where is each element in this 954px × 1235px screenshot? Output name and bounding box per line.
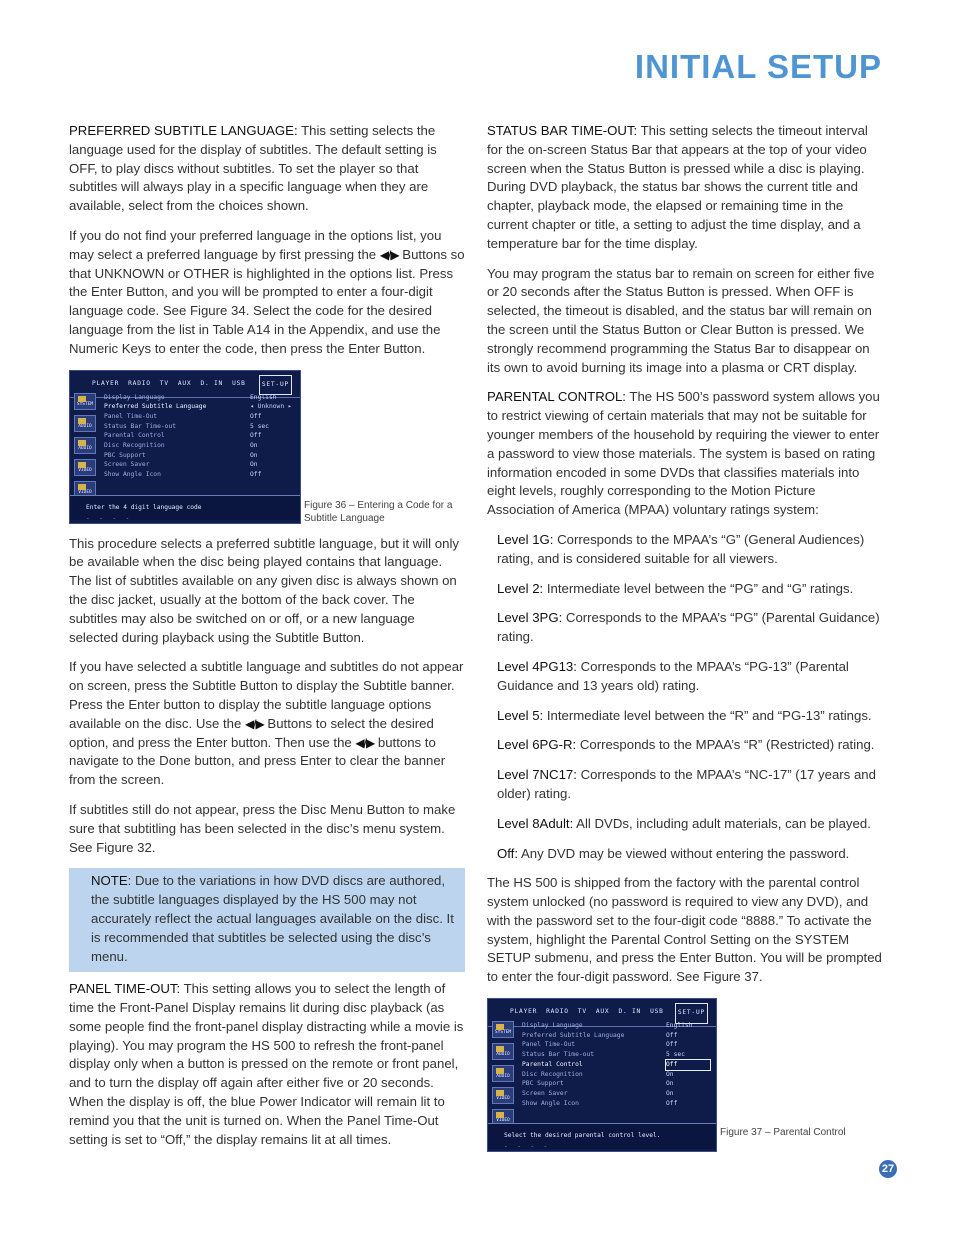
menu-row (104, 460, 294, 470)
rating-level-label: Level 6PG-R: (497, 737, 577, 753)
figure-36 (69, 370, 465, 525)
menu-row-label: Screen Saver (104, 461, 150, 469)
menu-row-label: Panel Time-Out (522, 1041, 576, 1049)
paragraph-text: This setting allows you to select the length of time the Front-Panel Display remains lit during disc playback (as some people find the front-panel display distracting while a movie is playing). You may program the HS 500 to refresh the front-panel display only when a button is pressed on the remote or front panel, and to turn the display off again after either five or 20 seconds. When the display is off, the blue Power Indicator will remain lit to remind you that the unit is turned on. When the Panel Time-Out setting is set to “Off,” the display remains lit at all times. (69, 981, 464, 1147)
menu-row-label: PBC Support (104, 451, 146, 459)
menu-row (104, 451, 294, 461)
paragraph-factory-password: The HS 500 is shipped from the factory with the parental control system unlocked (no password is required to view any DVD), and with the password set to the four-digit code “8888.” To activate the system, highlight the Parental Control Setting on the SYSTEM SETUP submenu, and press the Enter Button. You will be prompted to enter the four-digit password. See Figure 37. (487, 875, 882, 985)
menu-row-label: Disc Recognition (522, 1070, 583, 1078)
rating-level-label: Level 1G: (497, 531, 554, 547)
menu-row-value: English (666, 1022, 693, 1030)
menu-row-label: Preferred Subtitle Language (104, 403, 207, 411)
menu-row-value: On (666, 1080, 674, 1088)
setup-menu-screenshot (69, 370, 301, 524)
menu-row-label: Status Bar Time-out (104, 422, 177, 430)
menu-row-value: 5 sec (666, 1051, 685, 1059)
heading-parental-control: PARENTAL CONTROL: (487, 389, 626, 405)
paragraph-panel-timeout (69, 980, 465, 1149)
menu-row-value: On (250, 461, 258, 469)
menu-tab: PLAYER (92, 379, 120, 387)
figure-36-caption: Figure 36 – Entering a Code for a Subtitle Language (304, 499, 453, 524)
menu-row-label: Show Angle Icon (522, 1099, 579, 1107)
system-icon: SYSTEM (74, 393, 96, 410)
menu-row (522, 1040, 710, 1050)
menu-row-label: Preferred Subtitle Language (522, 1031, 625, 1039)
menu-row-label: Parental Control (104, 432, 165, 440)
menu-row-label: Disc Recognition (104, 442, 165, 450)
menu-row-value: Off (250, 471, 262, 479)
menu-row (104, 422, 294, 432)
paragraph-text: Buttons to select the desired option, and press the Enter button. Then use the (69, 715, 434, 750)
menu-row-value: 5 sec (250, 422, 269, 430)
menu-tab: D. IN (618, 1008, 642, 1016)
menu-row-label: Screen Saver (522, 1090, 568, 1097)
menu-row (522, 1089, 710, 1099)
left-right-arrow-icon: ◀/▶ (355, 735, 375, 750)
rating-level-text: Corresponds to the MPAA’s “R” (Restricted) rating. (576, 737, 875, 753)
rating-level-text: Any DVD may be viewed without entering the password. (518, 845, 850, 861)
menu-tab: D. IN (200, 379, 224, 387)
rating-level-label: Level 8Adult: (497, 815, 574, 831)
left-column (69, 122, 465, 1160)
paragraph-text: The HS 500’s password system allows you to restrict viewing of certain materials that may not be suitable for younger members of the household by requiring the viewer to enter a password to view those materials. The system is based on rating information encoded in some DVDs that classifies materials into eight levels, roughly corresponding to the Motion Picture Association of America (MPAA) voluntary ratings system: (487, 389, 880, 518)
rating-level-item (487, 658, 885, 696)
menu-tab: RADIO (546, 1008, 569, 1016)
menu-row-value: On (250, 451, 258, 459)
menu-tab: PLAYER (510, 1008, 538, 1016)
menu-row-value: On (666, 1070, 674, 1078)
menu-status-line: Select the desired parental control level. (488, 1123, 716, 1149)
menu-row (104, 402, 294, 412)
menu-side-icons (74, 393, 96, 503)
menu-row-value: On (250, 442, 258, 450)
menu-tab-active: SET-UP (259, 375, 292, 396)
menu-row (522, 1070, 710, 1080)
paragraph-text: This setting selects the language used for the display of subtitles. The default setting is OFF, to play discs without subtitles. To set the player so that subtitles will always play in a specific language when they are available, select from the choices shown. (69, 123, 437, 214)
menu-row (522, 1079, 710, 1089)
heading-preferred-subtitle: PREFERRED SUBTITLE LANGUAGE: (69, 123, 298, 138)
menu-row (104, 431, 294, 441)
note-text: Due to the variations in how DVD discs are authored, the subtitle languages displayed by the HS 500 may not accurately reflect the actual languages available on the disc. It is recommended that subtitles be selected using the disc’s menu. (91, 873, 454, 964)
audio-icon: AUDIO (492, 1065, 514, 1082)
rating-level-label: Off: (497, 845, 519, 861)
paragraph-disc-menu: If subtitles still do not appear, press the Disc Menu Button to make sure that subtitling has been selected in the disc’s menu system. See Figure 32. (69, 801, 456, 855)
menu-row (104, 412, 294, 422)
left-right-arrow-icon: ◀/▶ (244, 716, 264, 731)
note-box (69, 868, 465, 972)
rating-level-text: All DVDs, including adult materials, can be played. (573, 815, 871, 831)
paragraph-status-bar-timeout (487, 122, 885, 254)
paragraph-subtitle-banner (69, 658, 465, 790)
note-label: NOTE: (91, 873, 132, 889)
audio-icon: AUDIO (492, 1043, 514, 1060)
menu-row-label: Parental Control (522, 1060, 583, 1068)
heading-panel-timeout: PANEL TIME-OUT: (69, 981, 181, 997)
video-icon: VIDEO (492, 1109, 514, 1126)
rating-level-text: Corresponds to the MPAA’s “PG” (Parental Guidance) rating. (497, 610, 880, 645)
left-right-arrow-icon: ◀/▶ (379, 247, 399, 262)
menu-tab: USB (650, 1008, 664, 1016)
menu-row-value: Off (666, 1060, 710, 1070)
rating-level-text: Corresponds to the MPAA’s “G” (General Audiences) rating, and is considered suitable for all viewers. (497, 531, 865, 566)
menu-tab: TV (577, 1008, 587, 1016)
page-title: INITIAL SETUP (634, 48, 882, 85)
menu-row-label: Status Bar Time-out (522, 1051, 595, 1059)
menu-row-value: Off (666, 1041, 678, 1049)
paragraph-text: If you have selected a subtitle language and subtitles do not appear on screen, press the Subtitle Button to display the Subtitle banner. Press the Enter button to display the subtitle language options available on the disc. Use the (69, 659, 464, 731)
audio-icon: AUDIO (74, 415, 96, 432)
paragraph-text: This setting selects the timeout interval for the on-screen Status Bar that appears at the top of your video screen when the Status Button is pressed while a disc is playing. During DVD playback, the status bar shows the current title and chapter, playback mode, the elapsed or remaining time in the current chapter or title, a setting to adjust the time display, and a temperature bar for the time display. (487, 123, 868, 251)
figure-37-caption: Figure 37 – Parental Control (720, 1127, 846, 1139)
menu-row-label: Panel Time-Out (104, 412, 158, 420)
paragraph-preferred-subtitle (69, 122, 465, 216)
rating-level-item (487, 707, 885, 726)
paragraph-unknown-language (69, 227, 465, 359)
rating-level-item (487, 609, 885, 647)
rating-level-label: Level 2: (497, 580, 544, 596)
rating-level-label: Level 7NC17: (497, 767, 577, 783)
menu-row (522, 1050, 710, 1060)
menu-tab: TV (159, 379, 169, 387)
code-entry-dots: - - - - (504, 1143, 551, 1151)
paragraph-text: buttons to navigate to the Done button, and press Enter to clear the banner from the screen. (69, 734, 446, 788)
paragraph-text: Buttons so that UNKNOWN or OTHER is highlighted in the options list. Press the Enter Button, and you will be prompted to enter a four-digit language code. See Figure 34. Select the code for the desired language from the list in Table A14 in the Appendix, and use the Numeric Keys to enter the code, then press the Enter Button. (69, 246, 465, 356)
rating-level-item (487, 766, 885, 804)
menu-row-label: PBC Support (522, 1080, 564, 1088)
system-icon: SYSTEM (492, 1021, 514, 1038)
rating-level-item (487, 845, 885, 864)
menu-tab-active: SET-UP (675, 1003, 708, 1024)
menu-row (522, 1099, 710, 1109)
heading-status-bar-timeout: STATUS BAR TIME-OUT: (487, 123, 638, 138)
page-number-badge: 27 (879, 1160, 897, 1178)
rating-level-text: Intermediate level between the “R” and “PG-13” ratings. (543, 707, 872, 723)
menu-status-line: Enter the 4 digit language code (70, 495, 300, 521)
menu-row-value: Off (666, 1031, 678, 1039)
rating-level-text: Corresponds to the MPAA’s “PG-13” (Parental Guidance and 13 years old) rating. (497, 658, 849, 693)
rating-level-item (487, 580, 885, 599)
menu-tab: RADIO (128, 379, 151, 387)
menu-rows (522, 1021, 710, 1108)
menu-row (522, 1060, 710, 1070)
menu-tab: USB (232, 379, 246, 387)
menu-row (104, 470, 294, 480)
audio-icon: AUDIO (74, 437, 96, 454)
menu-row (522, 1031, 710, 1041)
menu-row-label: Show Angle Icon (104, 471, 161, 479)
rating-level-item (487, 815, 885, 834)
menu-row-value: On (666, 1090, 674, 1097)
menu-row (104, 441, 294, 451)
menu-row-value: English (250, 393, 277, 401)
rating-level-text: Corresponds to the MPAA’s “NC-17” (17 years and older) rating. (497, 767, 876, 801)
menu-row (522, 1021, 710, 1031)
rating-level-label: Level 3PG: (497, 610, 563, 626)
figure-37 (487, 998, 885, 1153)
menu-side-icons (492, 1021, 514, 1131)
menu-tab: AUX (595, 1008, 610, 1016)
rating-level-label: Level 5: (497, 707, 544, 723)
code-entry-dots: - - - - (86, 514, 133, 522)
menu-tab: AUX (177, 379, 192, 387)
menu-row-value: ◂ Unknown ▸ (250, 403, 292, 411)
menu-row-label: Display Language (522, 1022, 583, 1030)
menu-rows (104, 393, 294, 480)
rating-level-item (487, 736, 885, 755)
menu-row-value: Off (250, 432, 262, 440)
setup-menu-screenshot (487, 998, 717, 1152)
paragraph-text: If you do not find your preferred language in the options list, you may select a preferred language by first pressing the (69, 227, 442, 262)
rating-level-label: Level 4PG13: (497, 658, 577, 674)
video-icon: VIDEO (74, 459, 96, 476)
rating-level-text: Intermediate level between the “PG” and “G” ratings. (543, 580, 854, 596)
rating-level-item (487, 531, 885, 569)
paragraph-parental-control (487, 388, 885, 520)
right-column (487, 122, 885, 1163)
menu-row-value: Off (666, 1099, 678, 1107)
paragraph-subtitle-availability: This procedure selects a preferred subtitle language, but it will only be available when the disc being played contains that language. The list of subtitles available on any given disc is always shown on the disc jacket, usually at the bottom of the back cover. The subtitles may also be switched on or off, or a new language selected during playback using the Subtitle Button. (69, 535, 459, 645)
video-icon: VIDEO (492, 1087, 514, 1104)
menu-row-value: Off (250, 412, 262, 420)
menu-row-label: Display Language (104, 393, 165, 401)
video-icon: VIDEO (74, 481, 96, 498)
paragraph-status-bar-program: You may program the status bar to remain on screen for either five or 20 seconds after the Status Button is pressed. When OFF is selected, the timeout is disabled, and the status bar will remain on the screen until the Status Button or Clear Button is pressed. We strongly recommend programming the Status Bar to disappear on its own to avoid burning its image into a plasma or CRT display. (487, 265, 875, 375)
menu-row (104, 393, 294, 403)
